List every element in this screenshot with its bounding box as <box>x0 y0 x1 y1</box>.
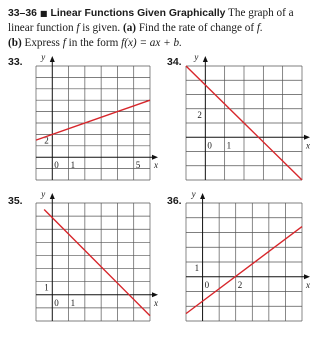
tick-label: 2 <box>197 109 202 120</box>
part-a-text: Find the rate of change of <box>138 22 255 35</box>
bullet-icon: ■ <box>39 9 48 18</box>
y-axis-label: y <box>41 189 46 199</box>
tick-label: 5 <box>135 160 141 171</box>
tick-label: 0 <box>207 140 212 151</box>
function-line <box>186 227 302 314</box>
part-b-text: Express <box>24 36 60 49</box>
tick-label: 2 <box>237 279 243 290</box>
x-axis-label: x <box>154 297 158 308</box>
part-a-label: (a) <box>122 22 137 35</box>
x-arrow-icon <box>304 274 310 279</box>
graph-36 <box>180 189 310 327</box>
graph-34 <box>180 52 310 183</box>
f-symbol: f. <box>256 22 263 35</box>
problem-range: 33–36 <box>8 8 37 19</box>
tick-label: 1 <box>226 140 232 151</box>
header-line-1 <box>8 6 320 21</box>
intro-c: is given. <box>82 22 121 35</box>
intro-a: The graph of a <box>228 7 294 19</box>
x-axis-label: x <box>306 140 310 151</box>
f-symbol: f <box>62 36 66 49</box>
tick-label: 0 <box>204 279 210 290</box>
graph-35 <box>22 189 158 327</box>
problem-header <box>8 6 320 50</box>
tick-label: 1 <box>194 263 200 273</box>
problem-number-36: 36. <box>167 195 182 207</box>
intro-b: linear function <box>8 22 74 35</box>
tick-label: 1 <box>70 297 76 308</box>
y-arrow-icon <box>200 193 205 199</box>
y-arrow-icon <box>50 193 55 199</box>
y-axis-label: y <box>191 189 196 199</box>
function-line <box>44 210 150 316</box>
y-arrow-icon <box>50 56 55 62</box>
formula: f(x) = ax + b. <box>121 36 182 49</box>
problem-number-34: 34. <box>167 56 182 68</box>
y-arrow-icon <box>203 56 208 62</box>
tick-label: 1 <box>44 282 49 293</box>
y-axis-label: y <box>194 52 199 62</box>
y-axis-label: y <box>41 52 46 62</box>
part-b-text-2: in the form <box>68 36 119 49</box>
x-arrow-icon <box>152 155 158 160</box>
x-arrow-icon <box>304 135 310 140</box>
tick-label: 0 <box>54 297 59 308</box>
tick-label: 2 <box>44 135 49 146</box>
x-arrow-icon <box>152 292 158 297</box>
section-title: Linear Functions Given Graphically <box>50 8 226 19</box>
header-line-3 <box>8 36 320 50</box>
header-line-2 <box>8 21 320 35</box>
problem-number-33: 33. <box>8 56 23 68</box>
graph-33 <box>22 52 158 183</box>
tick-label: 0 <box>54 160 59 171</box>
problem-number-35: 35. <box>8 195 23 207</box>
part-b-label: (b) <box>8 36 22 49</box>
x-axis-label: x <box>154 160 158 171</box>
tick-label: 1 <box>70 160 76 171</box>
x-axis-label: x <box>306 279 310 290</box>
f-symbol: f <box>76 22 80 35</box>
